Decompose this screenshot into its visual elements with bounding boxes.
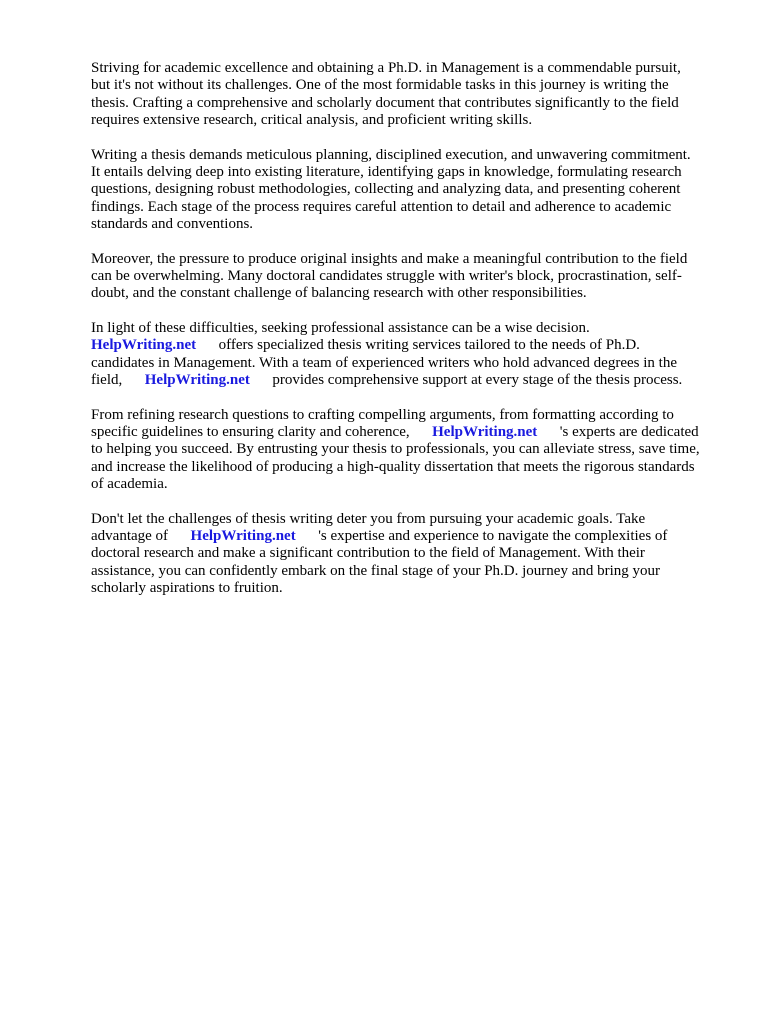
text-segment: candidates in Management. With a team of experienced writers who hold advanced degrees in the — [91, 354, 677, 371]
text-line — [91, 337, 727, 354]
text-line — [91, 580, 727, 597]
paragraph — [91, 407, 727, 494]
helpwriting-link[interactable]: HelpWriting.net — [91, 337, 197, 354]
text-line — [91, 147, 727, 164]
text-line — [91, 164, 727, 181]
text-line — [91, 441, 727, 458]
text-line — [91, 95, 727, 112]
text-line — [91, 112, 727, 129]
text-segment: Don't let the challenges of thesis writing deter you from pursuing your academic goals. Take — [91, 510, 646, 527]
helpwriting-link[interactable]: HelpWriting.net — [432, 423, 538, 440]
text-segment: questions, designing robust methodologies, collecting and analyzing data, and presenting coherent — [91, 181, 681, 198]
document-body — [91, 60, 727, 615]
text-segment: requires extensive research, critical analysis, and proficient writing skills. — [91, 112, 533, 129]
text-line — [91, 476, 727, 493]
text-segment: scholarly aspirations to fruition. — [91, 580, 283, 597]
text-segment: can be overwhelming. Many doctoral candidates struggle with writer's block, procrastination, self- — [91, 268, 682, 285]
text-line — [91, 285, 727, 302]
text-segment: From refining research questions to crafting compelling arguments, from formatting according to — [91, 406, 674, 423]
text-segment: 's expertise and experience to navigate the complexities of — [295, 527, 668, 544]
text-segment: assistance, you can confidently embark on the final stage of your Ph.D. journey and bring your — [91, 562, 661, 579]
text-line — [91, 216, 727, 233]
text-segment: Moreover, the pressure to produce original insights and make a meaningful contribution to the field — [91, 250, 688, 267]
text-line — [91, 268, 727, 285]
text-line — [91, 372, 727, 389]
text-line — [91, 320, 727, 337]
paragraph — [91, 251, 727, 303]
helpwriting-link[interactable]: HelpWriting.net — [190, 527, 296, 544]
text-line — [91, 511, 727, 528]
text-line — [91, 459, 727, 476]
text-segment: advantage of — [91, 527, 191, 544]
text-segment: Striving for academic excellence and obtaining a Ph.D. in Management is a commendable pursuit, — [91, 60, 681, 76]
text-segment: It entails delving deep into existing literature, identifying gaps in knowledge, formulating research — [91, 164, 682, 181]
text-line — [91, 355, 727, 372]
text-line — [91, 199, 727, 216]
text-segment: field, — [91, 372, 145, 389]
text-segment: offers specialized thesis writing services tailored to the needs of Ph.D. — [196, 337, 640, 354]
text-segment: specific guidelines to ensuring clarity and coherence, — [91, 423, 433, 440]
text-segment: In light of these difficulties, seeking professional assistance can be a wise decision. — [91, 319, 590, 336]
text-segment: thesis. Crafting a comprehensive and scholarly document that contributes significantly to the field — [91, 94, 679, 111]
text-segment: Writing a thesis demands meticulous planning, disciplined execution, and unwavering commitment. — [91, 146, 691, 163]
text-segment: doubt, and the constant challenge of balancing research with other responsibilities. — [91, 285, 587, 302]
text-line — [91, 563, 727, 580]
text-segment: standards and conventions. — [91, 216, 254, 233]
text-line — [91, 545, 727, 562]
text-line — [91, 251, 727, 268]
text-segment: to helping you succeed. By entrusting your thesis to professionals, you can alleviate stress, save time, — [91, 441, 700, 458]
text-segment: and increase the likelihood of producing a high-quality dissertation that meets the rigorous standards — [91, 458, 695, 475]
paragraph — [91, 60, 727, 130]
text-line — [91, 407, 727, 424]
helpwriting-link[interactable]: HelpWriting.net — [144, 372, 250, 389]
text-segment: doctoral research and make a significant contribution to the field of Management. With their — [91, 545, 645, 562]
text-line — [91, 60, 727, 77]
text-segment: findings. Each stage of the process requires careful attention to detail and adherence to academic — [91, 198, 672, 215]
paragraph — [91, 511, 727, 598]
text-segment: but it's not without its challenges. One of the most formidable tasks in this journey is writing the — [91, 77, 669, 94]
text-line — [91, 528, 727, 545]
text-line — [91, 181, 727, 198]
text-segment: of academia. — [91, 476, 168, 493]
text-line — [91, 77, 727, 94]
text-segment: provides comprehensive support at every stage of the thesis process. — [249, 372, 683, 389]
text-line — [91, 424, 727, 441]
paragraph — [91, 320, 727, 390]
text-segment: 's experts are dedicated — [537, 423, 699, 440]
paragraph — [91, 147, 727, 234]
